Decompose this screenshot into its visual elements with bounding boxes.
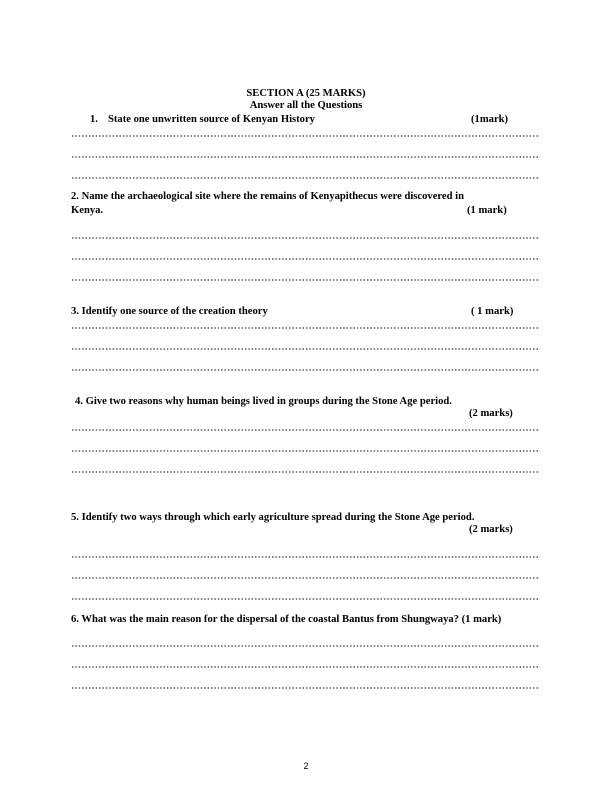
section-title: SECTION A (25 MARKS) <box>246 88 366 99</box>
page-number: 2 <box>303 761 309 771</box>
answer-line <box>71 135 540 137</box>
question-marks: (2 marks) <box>469 408 513 419</box>
question-text: 6. What was the main reason for the dispersal of the coastal Bantus from Shungwaya? (1 mark) <box>71 614 502 625</box>
answer-line <box>71 279 540 281</box>
question-text: 3. Identify one source of the creation theory <box>71 306 268 317</box>
question-number: 1. <box>90 114 98 125</box>
question-text-continued: Kenya. <box>71 205 104 216</box>
answer-line <box>71 327 540 329</box>
answer-line <box>71 369 540 371</box>
answer-line <box>71 258 540 260</box>
question-text: 4. Give two reasons why human beings lived in groups during the Stone Age period. <box>75 396 452 407</box>
answer-line <box>71 177 540 179</box>
answer-line <box>71 237 540 239</box>
question-marks: (1mark) <box>471 114 509 125</box>
answer-line <box>71 156 540 158</box>
question-marks: (1 mark) <box>467 205 507 216</box>
answer-line <box>71 598 540 600</box>
answer-line <box>71 645 540 647</box>
question-text: 2. Name the archaeological site where the remains of Kenyapithecus were discovered in <box>71 191 464 202</box>
answer-line <box>71 471 540 473</box>
answer-line <box>71 687 540 689</box>
question-marks: ( 1 mark) <box>471 306 514 317</box>
question-text: State one unwritten source of Kenyan History <box>108 114 315 125</box>
answer-line <box>71 577 540 579</box>
answer-line <box>71 348 540 350</box>
answer-line <box>71 556 540 558</box>
question-text: 5. Identify two ways through which early agriculture spread during the Stone Age period. <box>71 512 475 523</box>
answer-line <box>71 450 540 452</box>
answer-line <box>71 666 540 668</box>
answer-line <box>71 429 540 431</box>
instruction-text: Answer all the Questions <box>249 100 363 111</box>
question-marks: (2 marks) <box>469 524 513 535</box>
